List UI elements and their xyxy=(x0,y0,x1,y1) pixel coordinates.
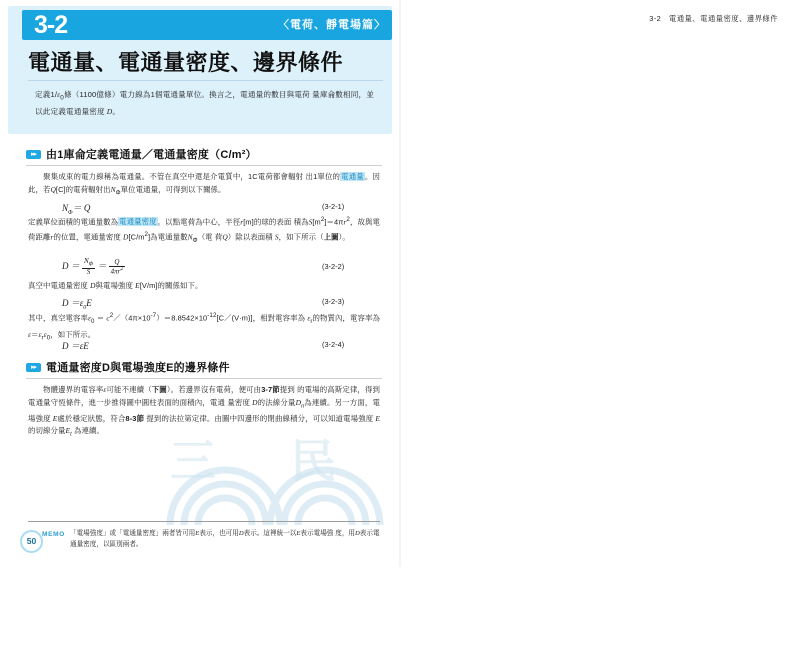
watermark-text: 三 民 xyxy=(170,435,350,487)
heading-boundary-conditions xyxy=(26,359,230,375)
section-number: 3-2 xyxy=(34,11,68,39)
left-page xyxy=(0,0,400,567)
equation-3-2-3-number: (3-2-3) xyxy=(322,297,345,306)
paragraph-boundary: 物體邊界的電容率ε可能不連續（下圖）。若邊界沒有電荷，便可由3-7節提到 的電場的高斯定律，得到電通量守恆條件，進一步推得圖中圓柱表面的面積內，電通 量密度 D的法線分量$D_n$為連續。另一方面，電場強度 E處於穩定狀態，符合8-3節 提到的法拉第定律。由圖中四邊形的閉曲線積分，可以知道電場強度 E的切線分量$E_t$ 為連續。 xyxy=(28,385,380,438)
memo-label: MEMO xyxy=(42,531,65,538)
paragraph-vacuum-relation: 真空中電通量密度 D與電場強度 E[V/m]的關係如下。 xyxy=(28,281,203,290)
equation-3-2-1: $N_\Phi= Q$ xyxy=(62,203,91,216)
equation-3-2-3: $D =\varepsilon_0E$ xyxy=(62,298,92,311)
section-intro-text: 定義$1/\varepsilon_0$條（1100億條）電力線為1個電通量單位。換言之，電通量的數目與電荷 量庫侖數相同，並以此定義電通量密度 D。 xyxy=(35,90,375,116)
heading-marker-icon: ▸▸ xyxy=(26,363,41,372)
right-page xyxy=(400,0,800,567)
section-side-label: 〈電荷、靜電場篇〉 xyxy=(278,19,386,31)
watermark-arcs xyxy=(160,405,410,525)
heading-marker-icon: ▸▸ xyxy=(26,150,41,159)
heading-rule xyxy=(26,165,382,166)
paragraph-permittivity: 其中，真空電容率$\varepsilon_0$ ＝ $c^2/(4\pi\times 10^{-7})=8.8542\times 10^{-12}[C/(V\cdot m)]$，相對電容率為 $\varepsilon_r$的物質內，電容率為$\varepsilon=\varepsilon_r\varepsilon_0$，如下所示。 xyxy=(28,312,380,341)
memo-text: 「電場強度」或「電通量密度」兩者皆可用E表示，也可用D表示。這裡統一以E表示電場強 度，用D表示電通量密度，以區別兩者。 xyxy=(70,530,380,548)
memo-divider xyxy=(28,521,380,522)
equation-3-2-4: D ＝εE xyxy=(62,341,89,351)
page-number-left: 50 xyxy=(20,530,43,553)
section-title: 電通量、電通量密度、邊界條件 xyxy=(28,50,344,75)
equation-3-2-2-number: (3-2-2) xyxy=(322,262,345,271)
running-head: 3-2 電通量、電通量密度、邊界條件 xyxy=(649,14,778,23)
equation-3-2-1-number: (3-2-1) xyxy=(322,202,345,211)
paragraph-flux-intro: 聚集成束的電力線稱為電通量。不管在真空中還是介電質中，1C電荷都會輻射 出1單位的電通量。因此，若Q[C]的電荷輻射出$N_\Phi$單位電通量，可得到以下關係。 xyxy=(28,172,380,197)
heading-flux-definition xyxy=(26,146,257,162)
page-gutter xyxy=(399,0,401,567)
heading-text: 由1庫侖定義電通量／電通量密度（C/m²） xyxy=(46,149,257,161)
equation-3-2-4-number: (3-2-4) xyxy=(322,340,345,349)
title-divider xyxy=(28,80,383,81)
heading-text: 電通量密度D與電場強度E的邊界條件 xyxy=(46,362,230,374)
equation-3-2-2: D ＝ $\frac{N_\Phi}{S}$ ＝ $\frac{Q}{4\pi r^2}$ xyxy=(62,257,124,277)
paragraph-flux-density: 定義單位面積的電通量數為電通量密度。以點電荷為中心，半徑r[m]的球的表面 積為$S[m^2]=4\pi r^2$，故與電荷距離r的位置，電通量密度 $D[C/m^2]$為電通量數$N_\Phi$（電 荷Q）除以表面積 S，如下所示（上圖）。 xyxy=(28,216,380,244)
heading-rule xyxy=(26,378,382,379)
